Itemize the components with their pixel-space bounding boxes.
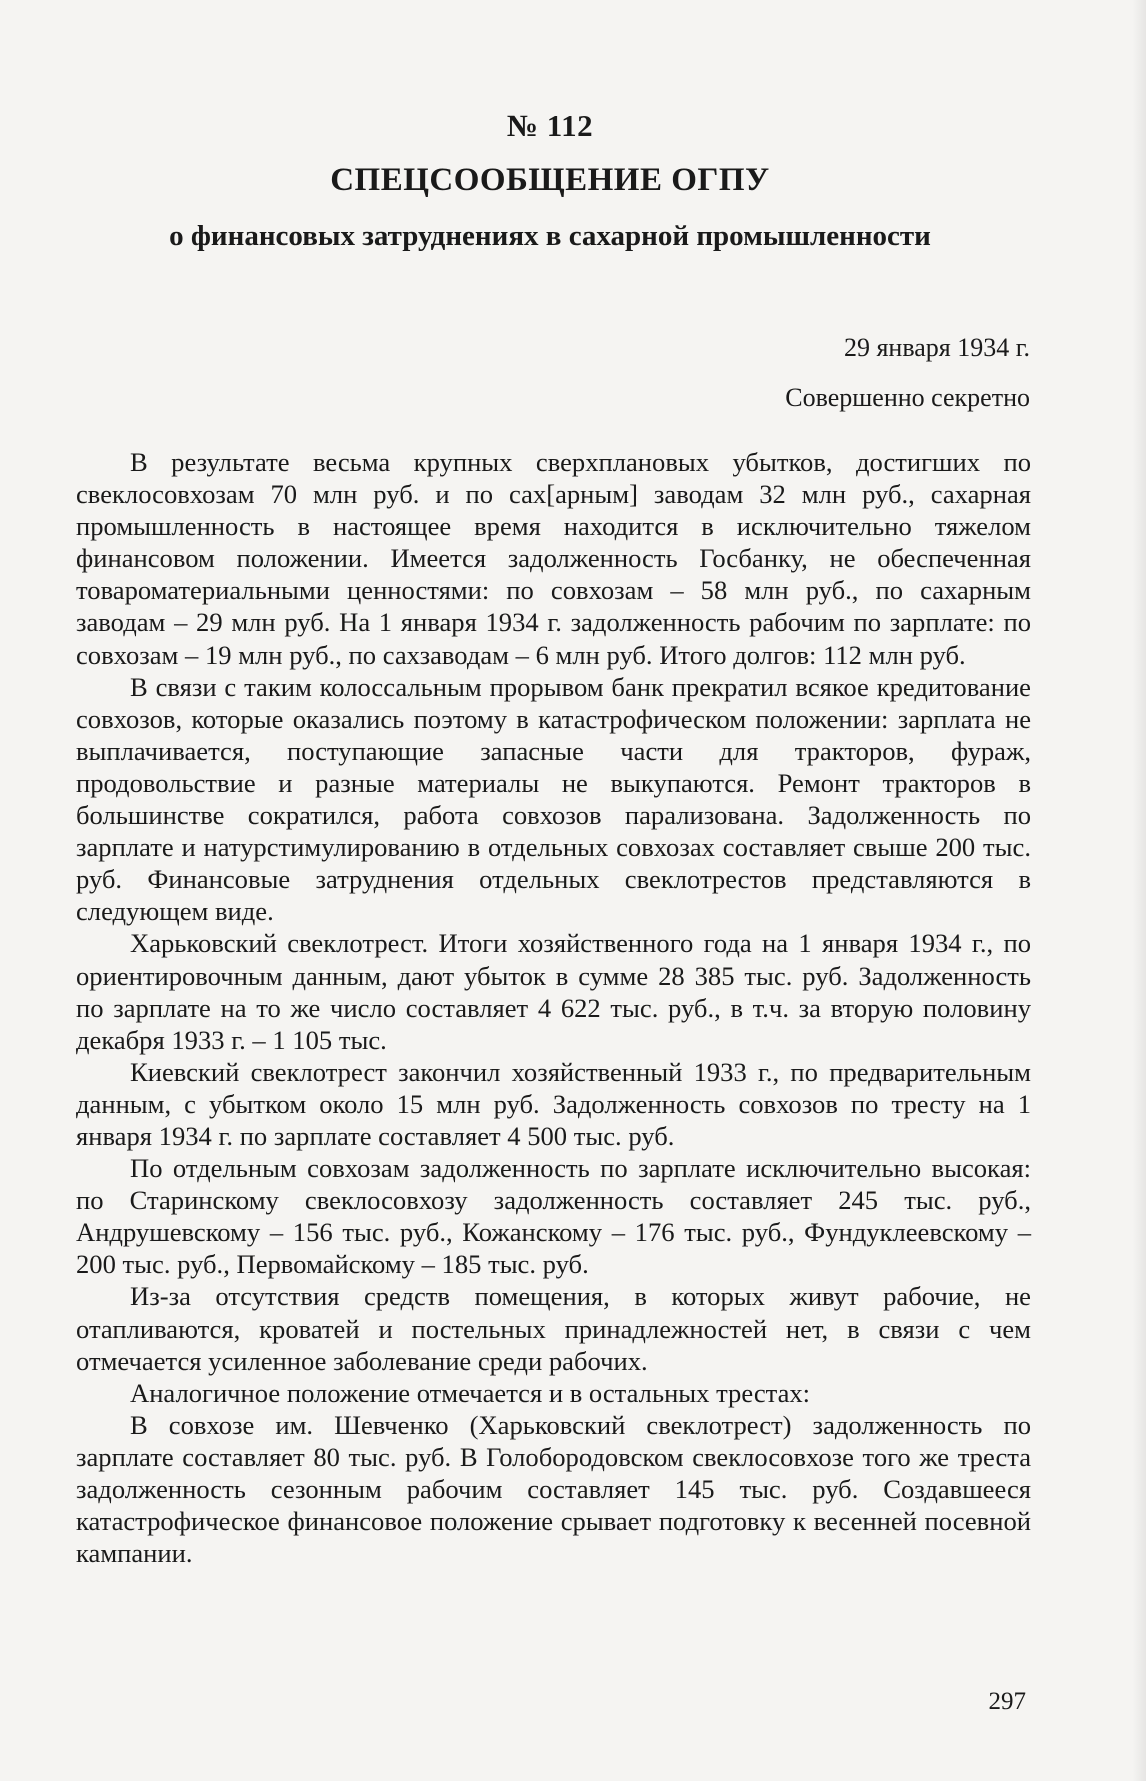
page-edge-shadow (1132, 0, 1146, 1781)
paragraph: В совхозе им. Шевченко (Харьковский свеклотрест) задолженность по зарплате составляет 80 тыс. руб. В Голобородовском свеклосовхозе того же треста задолженность сезонным рабочим составляет 145 тыс. руб. Создавшееся катастрофическое финансовое положение срывает подготовку к весенней посевной кампании. (76, 1409, 1031, 1569)
document-date: 29 января 1934 г. (843, 333, 1030, 362)
document-type-heading: СПЕЦСООБЩЕНИЕ ОГПУ (330, 162, 770, 198)
paragraph: Из-за отсутствия средств помещения, в которых живут рабочие, не отапливаются, кроватей и постельных принадлежностей нет, в связи с чем отмечается усиленное заболевание среди рабочих. (76, 1281, 1031, 1376)
paragraph: В связи с таким колоссальным прорывом банк прекратил всякое кредитование совхозов, которые оказались поэтому в катастрофическом положении: зарплата не выплачивается, поступающие запасные части для тракторов, фураж, продовольствие и разные материалы не выкупаются. Ремонт тракторов в большинстве сократился, работа совхозов парализована. Задолженность по зарплате и натурстимулированию в отдельных совхозах составляет свыше 200 тыс. руб. Финансовые затруднения отдельных свеклотрестов представляются в следующем виде. (76, 671, 1031, 927)
classification-mark: Совершенно секретно (785, 383, 1030, 412)
document-title: о финансовых затруднениях в сахарной промышленности (169, 220, 931, 252)
document-body (76, 446, 1031, 1569)
paragraph: Киевский свеклотрест закончил хозяйственный 1933 г., по предварительным данным, с убытком около 15 млн руб. Задолженность совхозов по тресту на 1 января 1934 г. по зарплате составляет 4 500 тыс. руб. (76, 1056, 1031, 1151)
paragraph: В результате весьма крупных сверхплановых убытков, достигших по свеклосовхозам 70 млн руб. и по сах[арным] заводам 32 млн руб., сахарная промышленность в настоящее время находится в исключительно тяжелом финансовом положении. Имеется задолженность Госбанку, не обеспеченная товароматериальными ценностями: по совхозам – 58 млн руб., по сахарным заводам – 29 млн руб. На 1 января 1934 г. задолженность рабочим по зарплате: по совхозам – 19 млн руб., по сахзаводам – 6 млн руб. Итого долгов: 112 млн руб. (76, 447, 1031, 670)
paragraph: Аналогичное положение отмечается и в остальных трестах: (130, 1377, 811, 1408)
page-number: 297 (988, 1688, 1026, 1715)
document-number: № 112 (506, 108, 594, 143)
paragraph: По отдельным совхозам задолженность по зарплате исключительно высокая: по Старинскому свеклосовхозу задолженность составляет 245 тыс. руб., Андрушевскому – 156 тыс. руб., Кожанскому – 176 тыс. руб., Фундуклеевскому – 200 тыс. руб., Первомайскому – 185 тыс. руб. (76, 1153, 1031, 1280)
paragraph: Харьковский свеклотрест. Итоги хозяйственного года на 1 января 1934 г., по ориентировочным данным, дают убыток в сумме 28 385 тыс. руб. Задолженность по зарплате на то же число составляет 4 622 тыс. руб., в т.ч. за вторую половину декабря 1933 г. – 1 105 тыс. (76, 928, 1031, 1055)
